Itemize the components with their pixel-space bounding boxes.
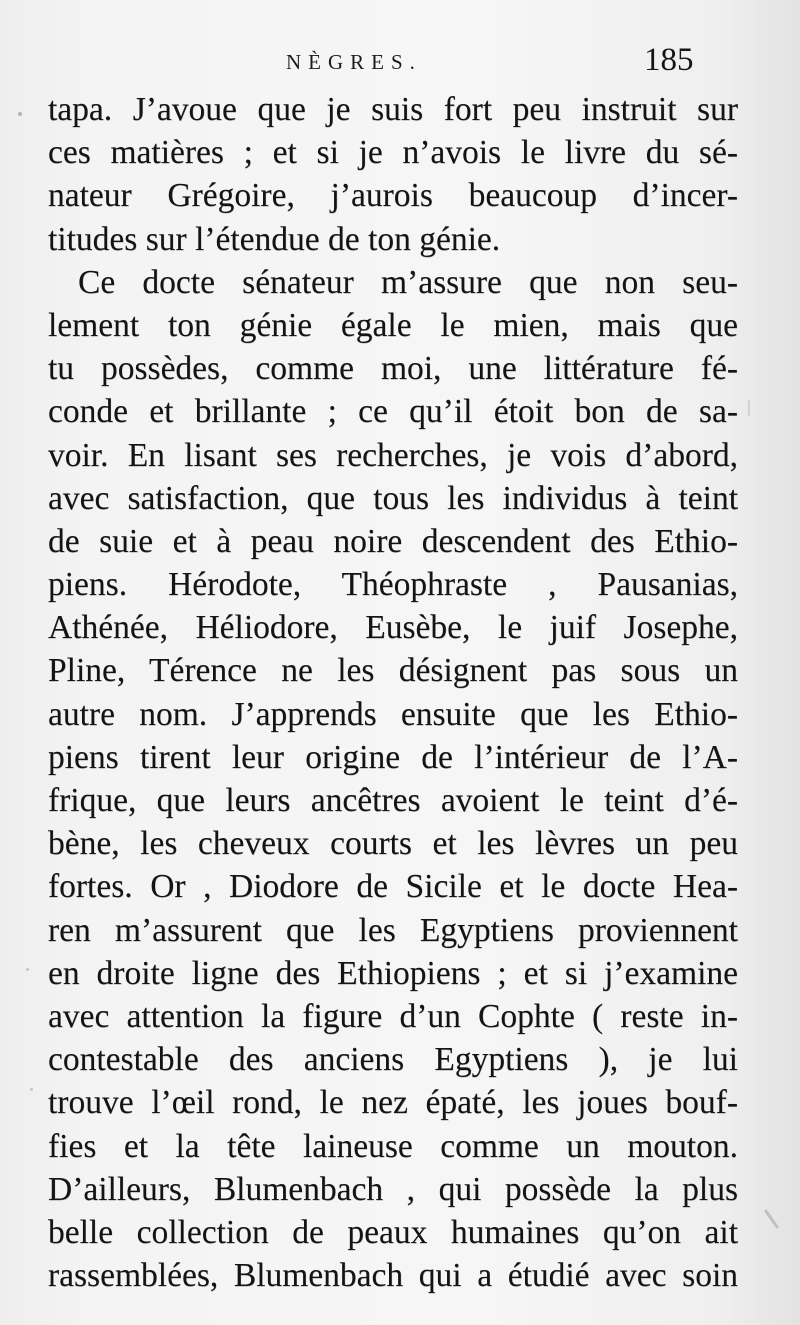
text-line: de suie et à peau noire descendent des Ethio-: [48, 522, 738, 560]
text-line: contestable des anciens Egyptiens ), je lui: [48, 1041, 738, 1079]
text-line: avec satisfaction, que tous les individus à teint: [48, 479, 738, 517]
text-line: titudes sur l’étendue de ton génie.: [48, 220, 501, 258]
text-line: fortes. Or , Diodore de Sicile et le docte Hea-: [48, 868, 738, 906]
text-line: tapa. J’avoue que je suis fort peu instruit sur: [48, 91, 738, 128]
text-line: ren m’assurent que les Egyptiens proviennent: [48, 911, 738, 949]
text-line: nateur Grégoire, j’aurois beaucoup d’incer-: [48, 177, 738, 215]
text-line: avec attention la figure d’un Cophte ( reste in-: [48, 997, 738, 1035]
body-text: [48, 88, 738, 1297]
text-line: autre nom. J’apprends ensuite que les Ethio-: [48, 695, 738, 733]
text-line: Ce docte sénateur m’assure que non seu-: [78, 263, 738, 301]
text-line: Athénée, Héliodore, Eusèbe, le juif Josephe,: [48, 609, 738, 647]
text-line: belle collection de peaux humaines qu’on ait: [48, 1213, 738, 1251]
text-line: rassemblées, Blumenbach qui a étudié avec soin: [48, 1257, 738, 1295]
text-line: bène, les cheveux courts et les lèvres un peu: [48, 825, 738, 863]
speck-mark: [748, 400, 750, 416]
running-head: NÈGRES.: [286, 50, 422, 74]
text-line: trouve l’œil rond, le nez épaté, les joues bouf-: [48, 1084, 738, 1122]
page-number: 185: [644, 42, 694, 78]
text-line: lement ton génie égale le mien, mais que: [48, 306, 738, 344]
page-header: [0, 44, 800, 88]
text-line: en droite ligne des Ethiopiens ; et si j’examine: [48, 954, 738, 992]
text-line: conde et brillante ; ce qu’il étoit bon de sa-: [48, 393, 738, 431]
text-line: frique, que leurs ancêtres avoient le teint d’é-: [48, 782, 738, 819]
text-line: D’ailleurs, Blumenbach , qui possède la plus: [48, 1170, 738, 1208]
text-line: voir. En lisant ses recherches, je vois d’abord,: [48, 436, 738, 474]
speck-mark: [30, 1088, 33, 1091]
text-line: tu possèdes, comme moi, une littérature fé-: [48, 350, 738, 388]
speck-mark: [764, 1209, 779, 1229]
speck-mark: [26, 968, 29, 971]
text-line: piens. Hérodote, Théophraste , Pausanias,: [48, 566, 738, 604]
text-line: ces matières ; et si je n’avois le livre du sé-: [48, 134, 738, 172]
speck-mark: [18, 112, 22, 116]
text-line: fies et la tête laineuse comme un mouton.: [48, 1127, 738, 1165]
text-line: Pline, Térence ne les désignent pas sous un: [48, 652, 738, 690]
text-line: piens tirent leur origine de l’intérieur de l’A-: [48, 738, 738, 776]
